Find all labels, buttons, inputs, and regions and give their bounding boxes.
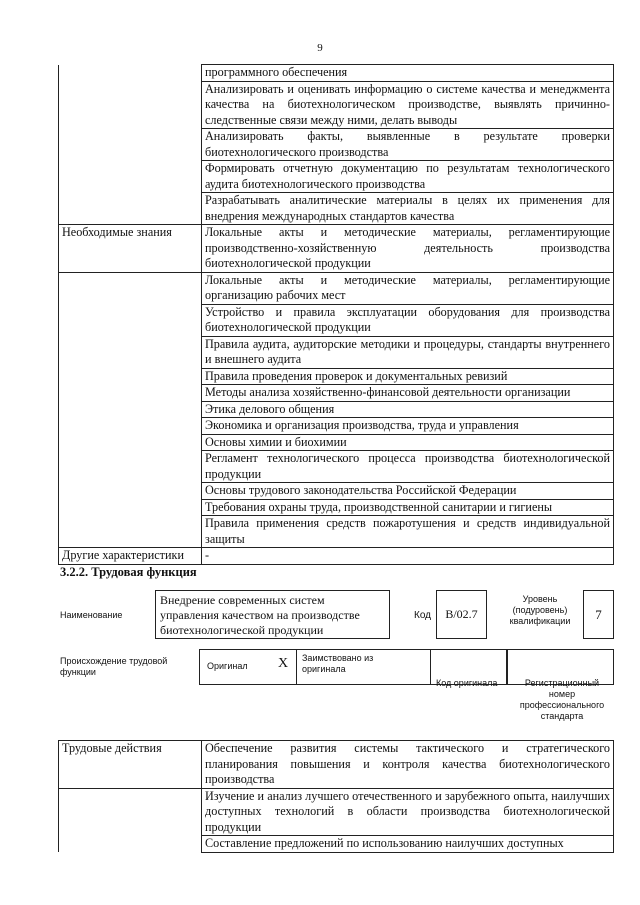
- row-label: Необходимые знания: [59, 225, 202, 273]
- original-label: Оригинал: [207, 661, 248, 671]
- reg-number-label: Регистрационный номер профессионального стандарта: [519, 678, 605, 721]
- row-label: [59, 336, 202, 368]
- origin-row: [199, 649, 431, 685]
- labor-actions-table: [58, 740, 614, 853]
- level-box: 7: [583, 590, 614, 639]
- row-text: Регламент технологического процесса производства биотехнологической продукции: [202, 451, 614, 483]
- row-label: [59, 368, 202, 385]
- table-row: [59, 836, 614, 853]
- table-row: [59, 272, 614, 304]
- table-row: [59, 548, 614, 565]
- row-label: [59, 434, 202, 451]
- row-label: [59, 401, 202, 418]
- row-text: Основы трудового законодательства Российской Федерации: [202, 483, 614, 500]
- origin-divider: [296, 650, 297, 684]
- code-label: Код: [414, 610, 432, 621]
- row-label: [59, 81, 202, 129]
- code-original-label: Код оригинала: [436, 678, 498, 688]
- function-name-box: Внедрение современных систем управления качеством на производстве биотехнологической продукции: [155, 590, 390, 639]
- row-text: Основы химии и биохимии: [202, 434, 614, 451]
- table-row: [59, 499, 614, 516]
- skills-knowledge-table: [58, 64, 614, 565]
- row-text: Разрабатывать аналитические материалы в целях их применения для внедрения международных стандартов качества: [202, 193, 614, 225]
- table-row: [59, 516, 614, 548]
- level-label: Уровень (подуровень) квалификации: [509, 594, 571, 626]
- row-text: Методы анализа хозяйственно-финансовой деятельности организации: [202, 385, 614, 402]
- row-text: Правила применения средств пожаротушения и средств индивидуальной защиты: [202, 516, 614, 548]
- row-text: Локальные акты и методические материалы, регламентирующие производственно-хозяйственную деятельность производства биотехнологической продукции: [202, 225, 614, 273]
- row-text: Анализировать факты, выявленные в результате проверки биотехнологического производства: [202, 129, 614, 161]
- table-row: [59, 336, 614, 368]
- row-label: Другие характеристики: [59, 548, 202, 565]
- row-label: [59, 161, 202, 193]
- function-code-box: B/02.7: [436, 590, 487, 639]
- row-label: [59, 304, 202, 336]
- table-row: [59, 129, 614, 161]
- row-text: Устройство и правила эксплуатации оборудования для производства биотехнологической продукции: [202, 304, 614, 336]
- table-row: [59, 788, 614, 836]
- row-label: Трудовые действия: [59, 741, 202, 789]
- row-label: [59, 836, 202, 853]
- table-row: [59, 401, 614, 418]
- table-row: [59, 385, 614, 402]
- row-label: [59, 516, 202, 548]
- row-text: Экономика и организация производства, труда и управления: [202, 418, 614, 435]
- row-text: Формировать отчетную документацию по результатам технологического аудита биотехнологического производства: [202, 161, 614, 193]
- row-label: [59, 499, 202, 516]
- row-label: [59, 788, 202, 836]
- table-row: [59, 161, 614, 193]
- name-label: Наименование: [60, 610, 123, 620]
- row-text: Локальные акты и методические материалы, регламентирующие организацию рабочих мест: [202, 272, 614, 304]
- table-row: [59, 368, 614, 385]
- row-label: [59, 193, 202, 225]
- table-row: [59, 81, 614, 129]
- row-label: [59, 65, 202, 82]
- table-row: [59, 304, 614, 336]
- table-row: [59, 741, 614, 789]
- row-text: Изучение и анализ лучшего отечественного и зарубежного опыта, наилучших доступных технологий в области производства биотехнологической продукции: [202, 788, 614, 836]
- table-row: [59, 193, 614, 225]
- row-text: Анализировать и оценивать информацию о системе качества и менеджмента качества на биотехнологическом производстве, выявлять причинно-следственные связи между ними, делать выводы: [202, 81, 614, 129]
- row-text: Правила аудита, аудиторские методики и процедуры, стандарты внутреннего и внешнего аудита: [202, 336, 614, 368]
- original-mark: X: [278, 656, 289, 671]
- row-text: Правила проведения проверок и документальных ревизий: [202, 368, 614, 385]
- table-row: [59, 418, 614, 435]
- row-label: [59, 418, 202, 435]
- row-text: Требования охраны труда, производственной санитарии и гигиены: [202, 499, 614, 516]
- table-row: [59, 434, 614, 451]
- table-row: [59, 483, 614, 500]
- section-title: 3.2.2. Трудовая функция: [60, 565, 197, 579]
- row-label: [59, 451, 202, 483]
- row-label: [59, 272, 202, 304]
- row-label: [59, 483, 202, 500]
- row-text: программного обеспечения: [202, 65, 614, 82]
- row-label: [59, 385, 202, 402]
- row-label: [59, 129, 202, 161]
- row-text: Этика делового общения: [202, 401, 614, 418]
- table-row: [59, 451, 614, 483]
- origin-label: Происхождение трудовой функции: [60, 656, 168, 677]
- row-text: Обеспечение развития системы тактического и стратегического планирования повышения и контроля качества биотехнологического производства: [202, 741, 614, 789]
- page-number: 9: [317, 42, 323, 54]
- table-row: [59, 65, 614, 82]
- borrowed-label: Заимствовано из оригинала: [302, 653, 374, 674]
- row-text: Составление предложений по использованию наилучших доступных: [202, 836, 614, 853]
- row-text: -: [202, 548, 614, 565]
- table-row: [59, 225, 614, 273]
